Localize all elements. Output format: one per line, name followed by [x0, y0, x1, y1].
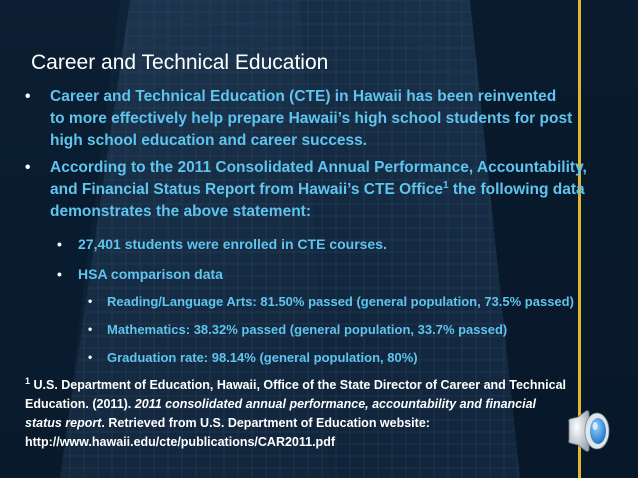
bullet-marker: •: [88, 322, 93, 336]
footnote-marker: 1: [443, 179, 449, 191]
sub-sub-bullet-mathematics: [88, 320, 577, 339]
sub-sub-bullet-text: Graduation rate: 98.14% (general population, 80%): [107, 350, 418, 365]
sub-bullet-text: 27,401 students were enrolled in CTE courses.: [78, 236, 387, 252]
sub-bullet-enrollment: [57, 234, 558, 254]
sub-sub-bullet-graduation: [88, 348, 577, 367]
sub-sub-bullet-reading: [88, 292, 577, 311]
bullet-marker: •: [88, 350, 93, 364]
footnote: [25, 376, 575, 452]
footnote-text-start: U.S. Department of Education, Hawaii, Office of the State Director of Career and Technical Education. (2011).: [25, 378, 567, 411]
bullet-marker: •: [88, 294, 93, 308]
bullet-text-continued: the following data demonstrates the above statement:: [50, 181, 585, 220]
sub-sub-bullet-text: Reading/Language Arts: 81.50% passed (general population, 73.5% passed): [107, 294, 574, 309]
bullet-text: According to the 2011 Consolidated Annual Performance, Accountability, and Financial Status Report from Hawaii’s CTE Office: [50, 159, 587, 198]
speaker-icon[interactable]: [566, 408, 620, 454]
bullet-cte-reinvented: [25, 86, 575, 152]
bullet-marker: •: [25, 88, 31, 105]
footnote-text-end: . Retrieved from U.S. Department of Education website: http://www.hawaii.edu/cte/publications/CAR2011.pdf: [25, 416, 430, 449]
bullet-text: Career and Technical Education (CTE) in Hawaii has been reinvented to more effectively help prepare Hawaii’s high school students for post high school education and career success.: [50, 88, 573, 149]
bullet-marker: •: [25, 159, 31, 176]
sub-sub-bullet-text: Mathematics: 38.32% passed (general population, 33.7% passed): [107, 322, 508, 337]
bullet-report-source: [25, 157, 590, 223]
footnote-report-title: 2011 consolidated annual performance, accountability and financial status report: [25, 397, 537, 430]
sub-bullet-text: HSA comparison data: [78, 266, 223, 282]
slide-title: Career and Technical Education: [31, 51, 329, 74]
bullet-marker: •: [57, 236, 62, 252]
sub-bullet-hsa-comparison: [57, 264, 558, 284]
bullet-marker: •: [57, 266, 62, 282]
footnote-number: 1: [25, 375, 31, 386]
